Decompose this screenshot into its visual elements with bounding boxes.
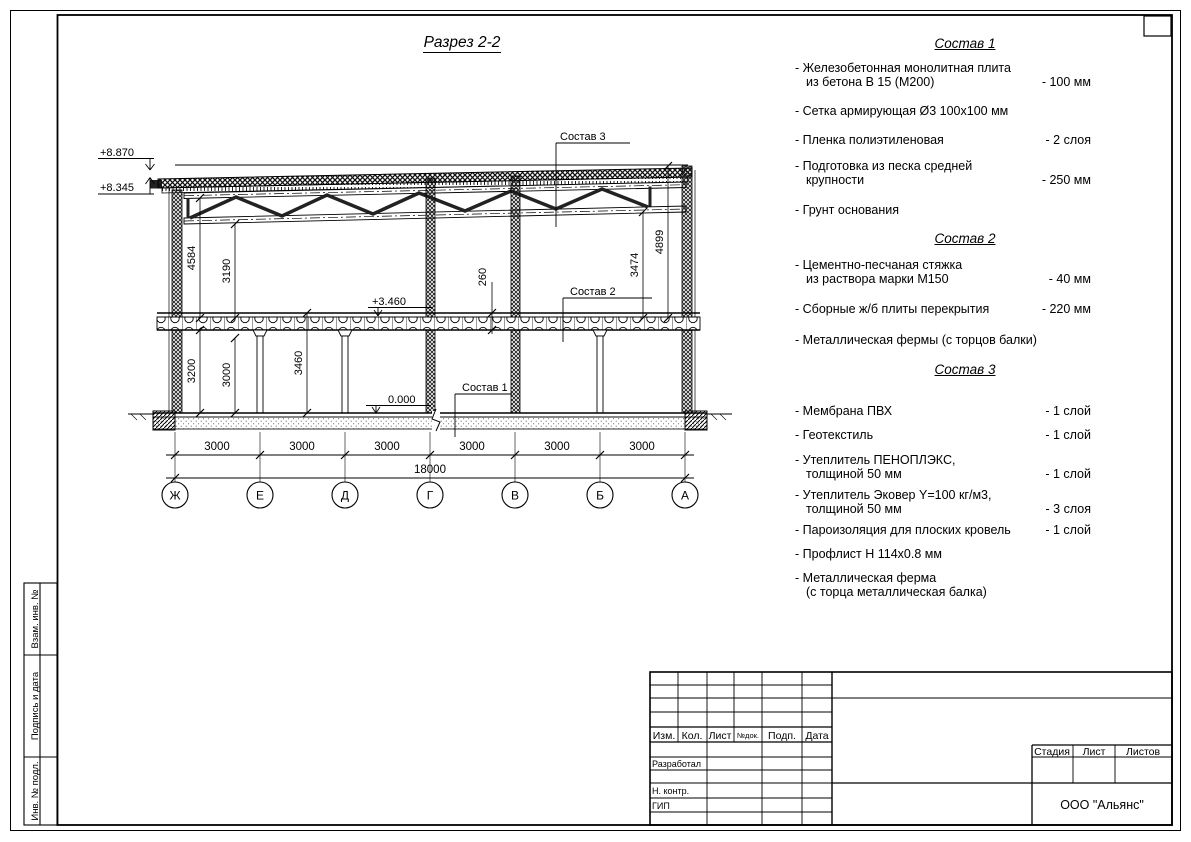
item-text: - Пленка полиэтиленовая xyxy=(795,133,944,147)
axis-bubble-e: Е xyxy=(255,488,265,503)
item-text: толщиной 50 мм xyxy=(806,502,902,516)
item-text: - Металлическая ферма xyxy=(795,571,937,585)
dim-260: 260 xyxy=(477,267,489,287)
elevation-3460: +3.460 xyxy=(372,296,406,308)
item-value: - 1 слой xyxy=(1045,523,1091,537)
item-text: - Цементно-песчаная стяжка xyxy=(795,258,963,272)
tb-sheet: Лист xyxy=(1082,746,1106,758)
tb-col-kol: Кол. xyxy=(681,730,703,742)
elevation-8870: +8.870 xyxy=(100,147,134,159)
column-axis-zh xyxy=(172,190,182,413)
dim-3200: 3200 xyxy=(186,358,198,384)
composition-item xyxy=(795,104,1091,118)
item-text: - Мембрана ПВХ xyxy=(795,404,893,418)
item-text: из раствора марки М150 xyxy=(806,272,949,286)
dim-bay-4: 3000 xyxy=(459,441,485,453)
section-drawing xyxy=(98,34,732,508)
item-value: - 3 слоя xyxy=(1045,502,1091,516)
item-text: (с торца металлическая балка) xyxy=(806,585,987,599)
tb-col-ndok: №док. xyxy=(737,731,759,740)
ground-slab xyxy=(128,409,732,431)
dim-3474: 3474 xyxy=(629,252,641,278)
item-value: - 1 слой xyxy=(1045,467,1091,481)
composition-item xyxy=(795,404,1091,418)
column-axis-a xyxy=(682,166,692,413)
tb-sheets: Листов xyxy=(1125,746,1161,758)
composition-item xyxy=(795,203,1091,217)
item-text: - Геотекстиль xyxy=(795,428,874,442)
composition-title: Состав 3 xyxy=(934,362,996,377)
dim-3460: 3460 xyxy=(293,350,305,376)
composition-item xyxy=(795,258,1091,286)
item-value: - 100 мм xyxy=(1041,75,1091,89)
callout-sostav1: Состав 1 xyxy=(462,382,508,394)
composition-title: Состав 2 xyxy=(934,231,996,246)
elevation-0000: 0.000 xyxy=(388,394,416,406)
item-value: - 40 мм xyxy=(1048,272,1091,286)
tb-col-izm: Изм. xyxy=(652,730,676,742)
axis-dimensions xyxy=(162,432,698,508)
elevation-8345: +8.345 xyxy=(100,182,134,194)
tb-role-nkontr: Н. контр. xyxy=(652,786,690,796)
item-text: - Утеплитель Эковер Y=100 кг/м3, xyxy=(795,488,992,502)
tb-col-data: Дата xyxy=(805,730,829,742)
item-text: - Пароизоляция для плоских кровель xyxy=(795,523,1011,537)
column-axis-v xyxy=(511,176,520,413)
item-text: - Металлическая фермы (с торцов балки) xyxy=(795,333,1037,347)
tb-col-list: Лист xyxy=(708,730,732,742)
axis-bubble-g: Г xyxy=(426,488,434,503)
composition-title: Состав 1 xyxy=(934,36,996,51)
composition-item xyxy=(795,571,1091,599)
dim-bay-1: 3000 xyxy=(204,441,230,453)
corner-box xyxy=(1144,16,1171,36)
item-value: - 1 слой xyxy=(1045,404,1091,418)
foundation-block-right xyxy=(685,411,707,430)
foundation-block-left xyxy=(153,411,175,430)
dim-bay-5: 3000 xyxy=(544,441,570,453)
item-text: - Подготовка из песка средней xyxy=(795,159,973,173)
axis-bubble-d: Д xyxy=(340,488,350,503)
item-text: - Утеплитель ПЕНОПЛЭКС, xyxy=(795,453,956,467)
strip-label-inv: Инв. № подл. xyxy=(30,761,41,821)
composition-item xyxy=(795,453,1091,481)
item-value: - 1 слой xyxy=(1045,428,1091,442)
axis-bubble-v: В xyxy=(510,488,520,503)
composition-item xyxy=(795,302,1091,316)
item-text: - Грунт основания xyxy=(795,203,900,217)
strip-label-podpis: Подпись и дата xyxy=(30,671,41,741)
item-value: - 220 мм xyxy=(1041,302,1091,316)
composition-item xyxy=(795,133,1091,147)
dim-4899: 4899 xyxy=(654,229,666,255)
item-text: - Сетка армирующая Ø3 100х100 мм xyxy=(795,104,1009,118)
composition-item xyxy=(795,547,1091,561)
item-text: - Профлист Н 114х0.8 мм xyxy=(795,547,942,561)
item-text: толщиной 50 мм xyxy=(806,467,902,481)
title-block xyxy=(650,672,1172,825)
tb-role-gip: ГИП xyxy=(652,801,670,811)
callout-sostav2: Состав 2 xyxy=(570,286,616,298)
composition-item xyxy=(795,159,1091,187)
axis-bubble-a: А xyxy=(680,488,690,503)
item-value: - 2 слоя xyxy=(1045,133,1091,147)
dim-bay-2: 3000 xyxy=(289,441,315,453)
dim-3190: 3190 xyxy=(221,258,233,284)
column-axis-g xyxy=(426,178,435,413)
axis-bubble-b: Б xyxy=(596,488,604,503)
composition-item xyxy=(795,523,1091,537)
strip-label-vzam: Взам. инв. № xyxy=(30,589,41,649)
item-text: из бетона В 15 (М200) xyxy=(806,75,935,89)
composition-item xyxy=(795,333,1091,347)
axis-bubble-zh: Ж xyxy=(169,488,181,503)
item-text: - Железобетонная монолитная плита xyxy=(795,61,1011,75)
tb-col-podp: Подп. xyxy=(768,730,796,742)
frame-strip xyxy=(24,583,57,825)
tb-organization: ООО "Альянс" xyxy=(1060,798,1144,812)
tb-role-razrabotal: Разработал xyxy=(652,759,701,769)
dim-bay-3: 3000 xyxy=(374,441,400,453)
drawing-title: Разрез 2-2 xyxy=(423,34,501,51)
dim-3000: 3000 xyxy=(221,362,233,388)
dim-4584: 4584 xyxy=(186,245,198,271)
item-text: крупности xyxy=(806,173,865,187)
item-text: - Сборные ж/б плиты перекрытия xyxy=(795,302,990,316)
item-value: - 250 мм xyxy=(1041,173,1091,187)
composition-item xyxy=(795,488,1091,516)
dim-bay-6: 3000 xyxy=(629,441,655,453)
dim-total: 18000 xyxy=(414,464,446,476)
callout-sostav3: Состав 3 xyxy=(560,131,606,143)
composition-item xyxy=(795,61,1091,89)
tb-stage: Стадия xyxy=(1034,746,1070,758)
composition-item xyxy=(795,428,1091,442)
